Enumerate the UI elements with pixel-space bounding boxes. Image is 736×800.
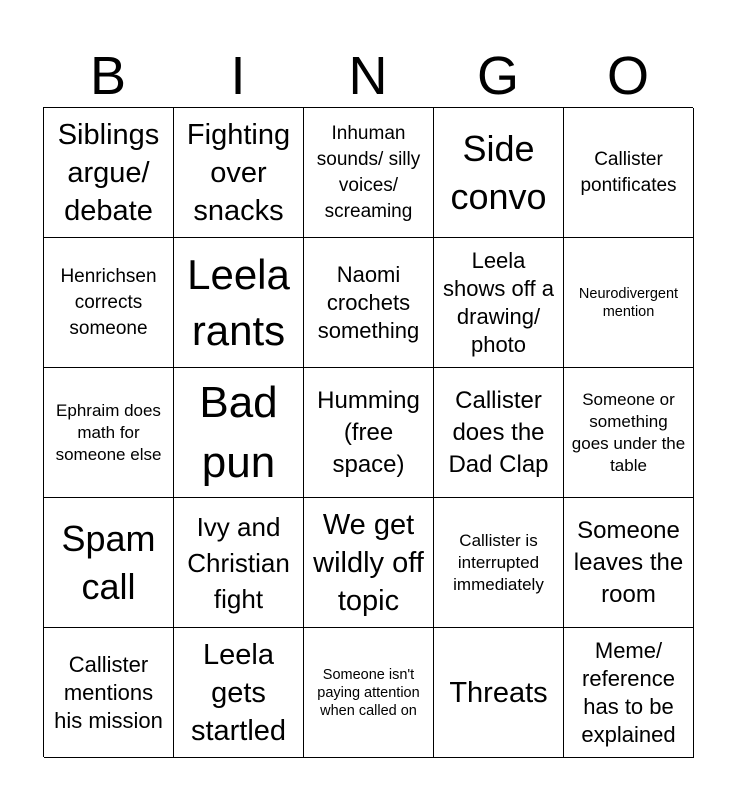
- header-letter-g: G: [476, 46, 519, 106]
- bingo-card-grid: [43, 107, 693, 757]
- bingo-cell[interactable]: [44, 238, 174, 368]
- bingo-cell-text: Humming (free space): [317, 386, 420, 478]
- bingo-cell[interactable]: [434, 368, 564, 498]
- bingo-cell[interactable]: [44, 368, 174, 498]
- header-letter-b: B: [89, 46, 127, 106]
- bingo-cell[interactable]: [564, 108, 694, 238]
- header-letter-i: I: [230, 46, 246, 106]
- bingo-cell[interactable]: [434, 108, 564, 238]
- bingo-cell[interactable]: [44, 108, 174, 238]
- header-letter-n: N: [348, 46, 388, 106]
- bingo-cell-text: Threats: [449, 676, 548, 709]
- bingo-cell[interactable]: [304, 628, 434, 758]
- bingo-cell[interactable]: [174, 628, 304, 758]
- bingo-cell-text: Callister mentions his mission: [54, 651, 163, 733]
- bingo-cell-text: Side convo: [450, 127, 547, 217]
- bingo-cell[interactable]: [564, 628, 694, 758]
- bingo-cell[interactable]: [304, 108, 434, 238]
- bingo-cell-text: Fighting over snacks: [186, 118, 291, 227]
- bingo-cell[interactable]: [434, 238, 564, 368]
- bingo-cell-text: Leela gets startled: [190, 638, 287, 747]
- bingo-cell[interactable]: [564, 238, 694, 368]
- bingo-cell-text: Someone isn't paying attention when called on: [317, 666, 420, 719]
- bingo-cell[interactable]: [174, 498, 304, 628]
- header-letter-o: O: [606, 46, 649, 106]
- bingo-cell-text: Callister does the Dad Clap: [448, 386, 549, 478]
- bingo-cell-text: Someone leaves the room: [573, 516, 684, 608]
- bingo-cell[interactable]: [174, 108, 304, 238]
- bingo-cell-text: Callister is interrupted immediately: [453, 530, 544, 594]
- bingo-cell-text: Ivy and Christian fight: [187, 511, 290, 614]
- bingo-cell-text: Neurodivergent mention: [578, 285, 679, 320]
- bingo-cell[interactable]: [434, 498, 564, 628]
- bingo-cell[interactable]: [564, 498, 694, 628]
- bingo-cell-text: Bad pun: [199, 377, 278, 487]
- bingo-cell-text: Naomi crochets something: [317, 261, 420, 343]
- bingo-cell-text: Someone or something goes under the table: [571, 389, 686, 475]
- bingo-cell[interactable]: [174, 238, 304, 368]
- bingo-cell[interactable]: [304, 238, 434, 368]
- bingo-cell[interactable]: [304, 368, 434, 498]
- bingo-cell-text: Henrichsen corrects someone: [60, 265, 157, 339]
- bingo-cell-text: Siblings argue/ debate: [57, 118, 160, 227]
- bingo-cell[interactable]: [174, 368, 304, 498]
- bingo-cell-text: Spam call: [61, 517, 156, 607]
- bingo-cell-text: Meme/ reference has to be explained: [581, 637, 676, 747]
- bingo-cell-text: Callister pontificates: [580, 148, 677, 196]
- bingo-cell-text: Inhuman sounds/ silly voices/ screaming: [316, 122, 421, 222]
- bingo-cell-text: Leela shows off a drawing/ photo: [443, 247, 554, 357]
- bingo-header: [43, 46, 693, 106]
- bingo-cell-text: Ephraim does math for someone else: [55, 400, 162, 464]
- bingo-cell[interactable]: [304, 498, 434, 628]
- bingo-cell[interactable]: [44, 498, 174, 628]
- bingo-cell[interactable]: [44, 628, 174, 758]
- bingo-cell[interactable]: [564, 368, 694, 498]
- bingo-cell-text: We get wildly off topic: [313, 508, 424, 617]
- bingo-cell[interactable]: [434, 628, 564, 758]
- bingo-cell-text: Leela rants: [187, 250, 290, 354]
